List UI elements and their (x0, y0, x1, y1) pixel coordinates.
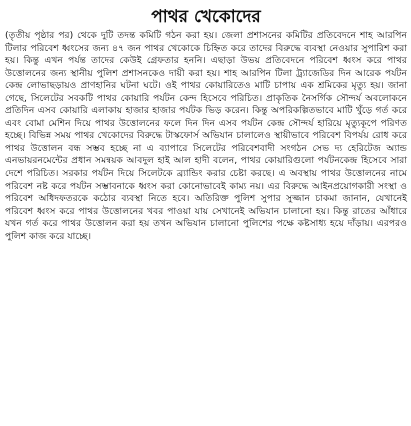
article-paragraph: (তৃতীয় পৃষ্ঠার পর) থেকে দুটি তদন্ত কমিটি গঠন করা হয়। জেলা প্রশাসনের কমিটির প্রতিবেদনে শাহ আরপিন টিলার পরিবেশ ধ্বংসের জন্য ৪৭ জন পাথর খেকোকে চিহ্নিত করে তাদের বিরুদ্ধে ব্যবস্থা নেওয়ার সুপারিশ করা হয়। কিন্তু এখন পর্যন্ত তাদের কেউই গ্রেফতার হননি। এছাড়া উভয় প্রতিবেদনে পরিবেশ ধ্বংস করে পাথর উত্তোলনের জন্য স্থানীয় পুলিশ প্রশাসনকেও দায়ী করা হয়। শাহ আরপিন টিলা ট্র্যাজেডির দিন আরেক পর্যটন কেন্দ্র লোভাছড়ায়ও প্রাণহানির ঘটনা ঘটে। ওই পাথর কোয়ারিতেও মাটি চাপায় এক শ্রমিকের মৃত্যু হয়। জানা গেছে, সিলেটের সবকটি পাথর কোয়ারি পর্যটন কেন্দ হিসেবে পরিচিত। প্রাকৃতিক নৈসর্গিক সৌন্দর্য অবলোকনে প্রতিদিন এসব কোয়ারি এলাকায় হাজার হাজার পর্যটক ভিড় করেন। কিন্তু অপরিকল্পিতভাবে মাটি খুঁড়ে গর্ত করে এবং বোমা মেশিন দিয়ে পাথর উত্তোলনের ফলে দিন দিন এসব পর্যটন কেন্দ্র সৌন্দর্য হারিয়ে মৃত্যুকূপে পরিণত হচ্ছে। বিভিন্ন সময় পাথর খেকোদের বিরুদ্ধে টাস্কফোর্স অভিযান চালালেও স্থায়ীভাবে পরিবেশ বিপর্যয় রোধ করে পাথর উত্তোলন বন্ধ সম্ভব হচ্ছে না এ ব্যাপারে সিলেটের পরিবেশবাদী সংগঠন সেভ দ্য হেরিটেজ অ্যান্ড এনভায়রনমেন্টের প্রধান সমন্বয়ক আবদুল হাই আল হাদী বলেন, পাথর কোয়ারিগুলো পর্যটনকেন্দ্র হিসেবে সারা দেশে পরিচিত। সরকার পর্যটন দিয়ে সিলেটকে ব্র্যান্ডিং করার চেষ্টা করছে। এ অবস্থায় পাথর উত্তোলনের নামে পরিবেশ নষ্ট করে পর্যটন সম্ভাবনাকে ধ্বংস করা কোনোভাবেই কাম্য নয়। এর বিরুদ্ধে আইনপ্রয়োগকারী সংস্থা ও পরিবেশ অধিদফতরকে কঠোর ব্যবস্থা নিতে হবে। অতিরিক্ত পুলিশ সুপার সুজ্জান চাকমা জানান, যেখানেই পরিবেশ ধ্বংস করে পাথর উত্তোলনের খবর পাওয়া যায় সেখানেই অভিযান চালানো হয়। কিন্তু রাতের আঁধারে যখন গর্ত করে পাথর উত্তোলন করা হয় তখন অভিযান চালানো পুলিশের পক্ষে কষ্টসাধ্য হয়ে দাঁড়ায়। এরপরও পুলিশ কাজ করে যাচ্ছে। (5, 30, 407, 242)
article-headline: পাথর খেকোদের (151, 7, 261, 27)
article-body (5, 30, 407, 243)
